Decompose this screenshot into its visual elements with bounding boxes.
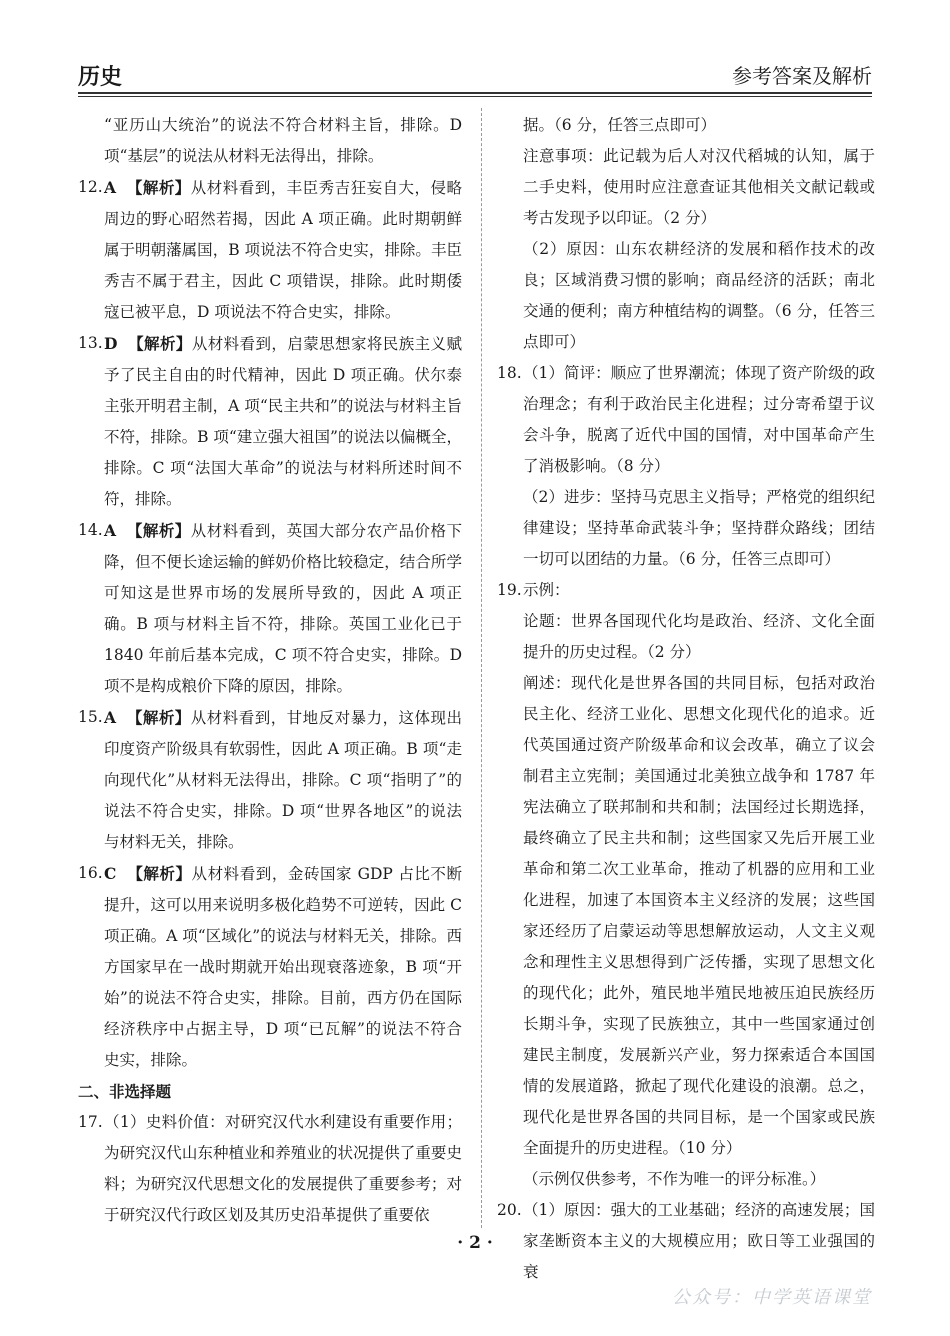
item-text: （1）原因：强大的工业基础；经济的高速发展；国家垄断资本主义的大规模应用；欧日等工业强国的衰 bbox=[523, 1201, 875, 1281]
item-text: 从材料看到，丰臣秀吉狂妄自大，侵略周边的野心昭然若揭，因此 A 项正确。此时期朝鲜属于明朝藩属国，B 项说法不符合史实，排除。丰臣秀吉不属于君主，因此 C 项错误，排除。此时期倭寇已被平息，D 项说法不符合史实，排除。 bbox=[104, 179, 462, 321]
answer-item-19 bbox=[497, 575, 875, 606]
answer-item-14 bbox=[78, 515, 462, 702]
page-header bbox=[78, 58, 872, 94]
analysis-tag: 【解析】 bbox=[127, 864, 192, 883]
answer-item-16 bbox=[78, 858, 462, 1076]
item-number: 15. bbox=[78, 708, 103, 726]
item-text: （1）史料价值：对研究汉代水利建设有重要作用；为研究汉代山东种植业和养殖业的状况提供了重要史料；为研究汉代思想文化的发展提供了重要参考；对于研究汉代行政区划及其历史沿革提供了重要依 bbox=[104, 1113, 462, 1224]
analysis-tag: 【解析】 bbox=[126, 178, 191, 197]
answer-item-13 bbox=[78, 328, 462, 515]
item-answer: A bbox=[104, 708, 117, 727]
left-column bbox=[78, 110, 462, 1231]
analysis-tag: 【解析】 bbox=[126, 708, 191, 727]
item-text: 从材料看到，甘地反对暴力，这体现出印度资产阶级具有软弱性，因此 A 项正确。B 项“走向现代化”从材料无法得出，排除。C 项“指明了”的说法不符合史实，排除。D 项“世界各地区”的说法与材料无关，排除。 bbox=[104, 709, 462, 851]
item-answer: A bbox=[104, 178, 117, 197]
continued-text: 据。（6 分，任答三点即可） bbox=[523, 116, 717, 134]
item-number: 17. bbox=[78, 1113, 103, 1131]
answer-item-17 bbox=[78, 1107, 462, 1231]
item-text: 从材料看到，启蒙思想家将民族主义赋予了民主自由的时代精神，因此 D 项正确。伏尔泰主张开明君主制，A 项“民主共和”的说法与材料主旨不符，排除。B 项“建立强大祖国”的说法以偏概全，排除。C 项“法国大革命”的说法与材料所述时间不符，排除。 bbox=[104, 335, 462, 508]
item-text: 从材料看到，英国大部分农产品价格下降，但不便长途运输的鲜奶价格比较稳定，结合所学可知这是世界市场的发展所导致的，因此 A 项正确。B 项与材料主旨不符，排除。英国工业化已于 1840 年前后基本完成，C 项不符合史实，排除。D 项不是构成粮价下降的原因，排除。 bbox=[104, 522, 462, 695]
answer-item-12 bbox=[78, 172, 462, 328]
watermark: 公众号：中学英语课堂 bbox=[672, 1287, 872, 1308]
page-number: · 2 · bbox=[457, 1233, 493, 1253]
note-text: 注意事项：此记载为后人对汉代稻城的认知，属于二手史料，使用时应注意查证其他相关文献记载或考古发现予以印证。（2 分） bbox=[523, 147, 875, 227]
continued-text: “亚历山大统治”的说法不符合材料主旨，排除。D 项“基层”的说法从材料无法得出，排除。 bbox=[104, 116, 462, 165]
item-text: （1）简评：顺应了世界潮流；体现了资产阶级的政治理念；有利于政治民主化进程；过分寄希望于议会斗争，脱离了近代中国的国情，对中国革命产生了消极影响。（8 分） bbox=[523, 364, 875, 475]
column-divider bbox=[481, 108, 482, 1228]
analysis-tag: 【解析】 bbox=[126, 521, 191, 540]
item-text: 从材料看到，金砖国家 GDP 占比不断提升，这可以用来说明多极化趋势不可逆转，因此 C 项正确。A 项“区域化”的说法与材料无关，排除。西方国家早在一战时期就开始出现衰落迹象，B 项“开始”的说法不符合史实，排除。目前，西方仍在国际经济秩序中占据主导，D 项“已瓦解”的说法不符合史实，排除。 bbox=[104, 865, 462, 1069]
item-number: 16. bbox=[78, 864, 103, 882]
answer-item-18 bbox=[497, 358, 875, 482]
item-number: 18. bbox=[497, 364, 522, 382]
argument-text: 阐述：现代化是世界各国的共同目标，包括对政治民主化、经济工业化、思想文化现代化的追求。近代英国通过资产阶级革命和议会改革，确立了议会制君主立宪制；美国通过北美独立战争和 1787 年宪法确立了联邦制和共和制；法国经过长期选择，最终确立了民主共和制；这些国家又先后开展工业革命和第二次工业革命，推动了机器的应用和工业化进程，加速了本国资本主义经济的发展；这些国家还经历了启蒙运动等思想解放运动，人文主义观念和理性主义思想得到广泛传播，实现了思想文化的现代化；此外，殖民地半殖民地被压迫民族经历长期斗争，实现了民族独立，其中一些国家通过创建民主制度，发展新兴产业，努力探索适合本国国情的发展道路，掀起了现代化建设的浪潮。总之，现代化是世界各国的共同目标，是一个国家或民族全面提升的历史进程。（10 分） bbox=[523, 674, 875, 1157]
thesis-text: 论题：世界各国现代化均是政治、经济、文化全面提升的历史过程。（2 分） bbox=[523, 612, 875, 661]
answer-part-2: （2）原因：山东农耕经济的发展和稻作技术的改良；区域消费习惯的影响；商品经济的活跃；南北交通的便利；南方种植结构的调整。（6 分，任答三点即可） bbox=[523, 240, 875, 351]
header-rule bbox=[78, 92, 872, 94]
item-number: 12. bbox=[78, 178, 103, 196]
answer-item-15 bbox=[78, 702, 462, 858]
answer-part-2: （2）进步：坚持马克思主义指导；严格党的组织纪律建设；坚持革命武装斗争；坚持群众路线；团结一切可以团结的力量。（6 分，任答三点即可） bbox=[523, 488, 875, 568]
subject-label: 历史 bbox=[78, 64, 123, 90]
item-number: 19. bbox=[497, 581, 522, 599]
note-text: （示例仅供参考，不作为唯一的评分标准。） bbox=[523, 1170, 826, 1188]
item-answer: C bbox=[104, 864, 117, 883]
header-rule-thin bbox=[78, 96, 872, 97]
item-text: 示例： bbox=[523, 581, 570, 599]
item-number: 20. bbox=[497, 1201, 522, 1219]
item-number: 14. bbox=[78, 521, 103, 539]
right-column bbox=[497, 110, 875, 1288]
analysis-tag: 【解析】 bbox=[128, 334, 192, 353]
item-number: 13. bbox=[78, 334, 103, 352]
item-answer: A bbox=[104, 521, 117, 540]
section-title: 二、非选择题 bbox=[78, 1082, 172, 1101]
header-title: 参考答案及解析 bbox=[732, 64, 872, 88]
item-answer: D bbox=[104, 334, 118, 353]
